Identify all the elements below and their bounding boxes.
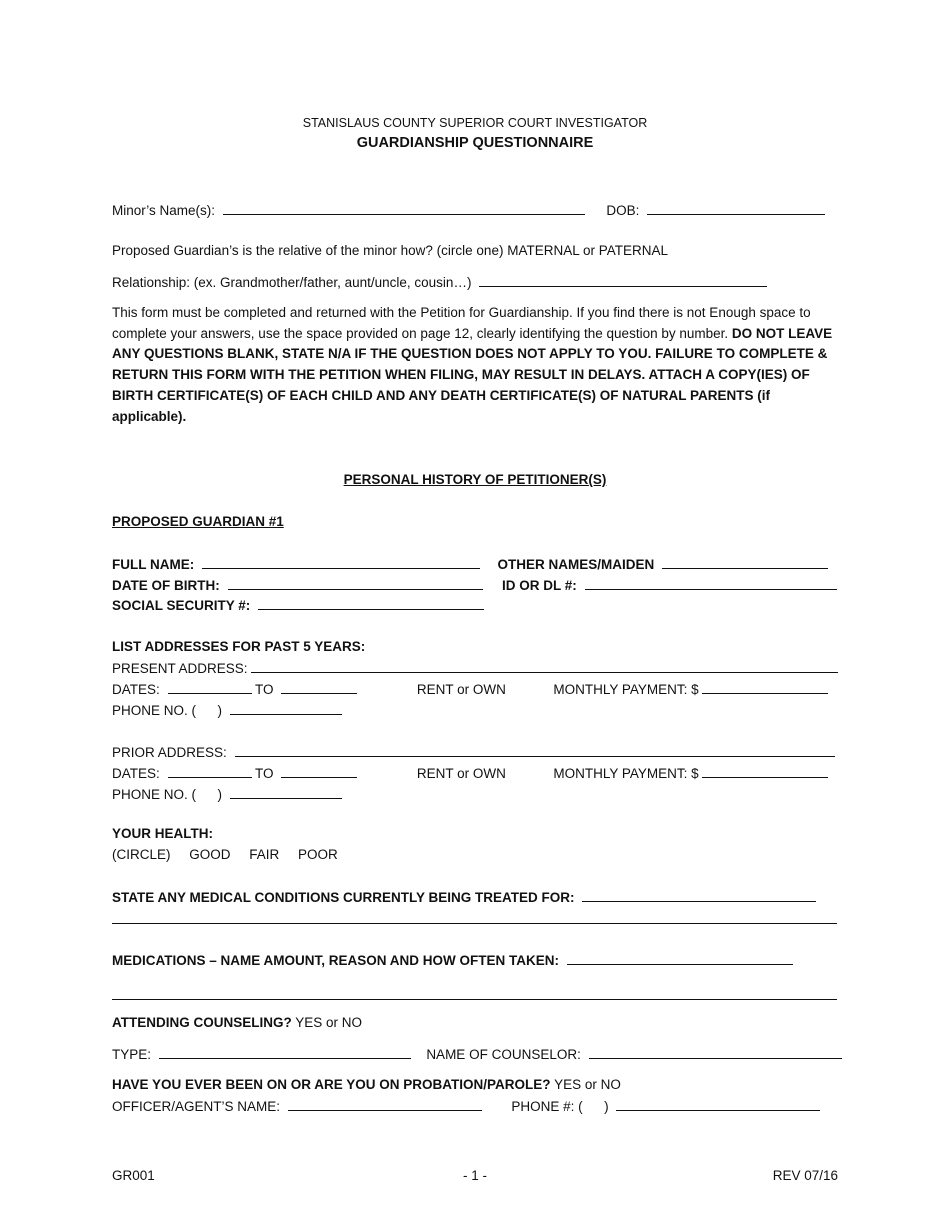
present-to-label: TO	[255, 682, 274, 697]
dob-row	[112, 576, 842, 595]
minor-dob-field[interactable]	[647, 201, 825, 215]
present-address-row	[112, 659, 842, 678]
other-names-label: OTHER NAMES/MAIDEN	[497, 557, 655, 572]
medications-line-2[interactable]	[112, 998, 837, 1000]
instructions	[112, 303, 837, 427]
full-name-row	[112, 555, 842, 574]
guardian-heading: PROPOSED GUARDIAN #1	[112, 514, 284, 529]
present-address-field[interactable]	[251, 659, 838, 673]
prior-monthly-payment-label: MONTHLY PAYMENT: $	[553, 766, 699, 781]
prior-monthly-payment-field[interactable]	[702, 764, 828, 778]
present-dates-label: DATES:	[112, 682, 160, 697]
counseling-options[interactable]: YES or NO	[295, 1015, 363, 1030]
medications-label: MEDICATIONS – NAME AMOUNT, REASON AND HOW OFTEN TAKEN:	[112, 953, 559, 968]
prior-phone-row	[112, 785, 842, 804]
prior-dates-row	[112, 764, 842, 783]
medical-conditions-line-2[interactable]	[112, 922, 837, 924]
type-field[interactable]	[159, 1045, 411, 1059]
counseling-label: ATTENDING COUNSELING?	[112, 1015, 292, 1030]
counselor-row	[112, 1045, 842, 1064]
form-id: GR001	[112, 1168, 155, 1183]
medical-conditions-label: STATE ANY MEDICAL CONDITIONS CURRENTLY BEING TREATED FOR:	[112, 890, 575, 905]
minor-name-field[interactable]	[223, 201, 585, 215]
present-rent-own: RENT or OWN	[416, 682, 506, 697]
instructions-text: This form must be completed and returned with the Petition for Guardianship. If you find there is not Enough space to complete your answers, use the space provided on page 12, clearly identifying the question by number.	[112, 305, 811, 341]
revision: REV 07/16	[772, 1168, 838, 1183]
ssn-field[interactable]	[258, 596, 484, 610]
instructions-warning: DO NOT LEAVE ANY QUESTIONS BLANK, STATE N/A IF THE QUESTION DOES NOT APPLY TO YOU. FAILURE TO COMPLETE & RETURN THIS FORM WITH THE PETITION WHEN FILING, MAY RESULT IN DELAYS. ATTACH A COPY(IES) OF BIRTH CERTIFICATE(S) OF EACH CHILD AND ANY DEATH CERTIFICATE(S) OF NATURAL PARENTS (if applicable).	[112, 325, 833, 424]
prior-to-label: TO	[255, 766, 274, 781]
court-name: STANISLAUS COUNTY SUPERIOR COURT INVESTIGATOR	[302, 116, 648, 130]
page-number: - 1 -	[462, 1168, 487, 1183]
guardian-dob-field[interactable]	[228, 576, 483, 590]
prior-date-to-field[interactable]	[281, 764, 357, 778]
minor-name-row	[112, 201, 842, 220]
officer-phone-close: )	[604, 1099, 609, 1114]
present-monthly-payment-field[interactable]	[702, 680, 828, 694]
medications-field[interactable]	[567, 951, 793, 965]
health-options[interactable]: (CIRCLE) GOOD FAIR POOR	[112, 847, 338, 862]
officer-name-label: OFFICER/AGENT’S NAME:	[112, 1099, 281, 1114]
prior-address-field[interactable]	[235, 743, 835, 757]
relative-question: Proposed Guardian’s is the relative of the minor how? (circle one) MATERNAL or PATERNAL	[112, 243, 668, 258]
relationship-field[interactable]	[479, 273, 767, 287]
addresses-heading: LIST ADDRESSES FOR PAST 5 YEARS:	[112, 639, 366, 654]
present-monthly-payment-label: MONTHLY PAYMENT: $	[553, 682, 699, 697]
prior-phone-label: PHONE NO. (	[112, 787, 197, 802]
present-phone-close: )	[217, 703, 223, 718]
relationship-row	[112, 273, 842, 292]
medical-conditions-row	[112, 888, 842, 907]
ssn-row	[112, 596, 842, 615]
ssn-label: SOCIAL SECURITY #:	[112, 598, 251, 613]
minor-name-label: Minor’s Name(s):	[112, 203, 216, 218]
dob-label: DOB:	[606, 203, 640, 218]
probation-row	[112, 1076, 842, 1094]
present-phone-field[interactable]	[230, 701, 342, 715]
prior-dates-label: DATES:	[112, 766, 160, 781]
present-address-label: PRESENT ADDRESS:	[112, 661, 248, 676]
probation-options[interactable]: YES or NO	[554, 1077, 621, 1092]
medications-row	[112, 951, 842, 970]
officer-phone-label: PHONE #: (	[511, 1099, 583, 1114]
id-dl-label: ID OR DL #:	[502, 578, 577, 593]
officer-name-field[interactable]	[288, 1097, 482, 1111]
officer-phone-field[interactable]	[616, 1097, 820, 1111]
medical-conditions-field[interactable]	[582, 888, 816, 902]
prior-date-from-field[interactable]	[168, 764, 252, 778]
relationship-label: Relationship: (ex. Grandmother/father, aunt/uncle, cousin…)	[112, 275, 472, 290]
probation-label: HAVE YOU EVER BEEN ON OR ARE YOU ON PROBATION/PAROLE?	[112, 1077, 551, 1092]
present-date-from-field[interactable]	[168, 680, 252, 694]
prior-address-row	[112, 743, 842, 762]
type-label: TYPE:	[112, 1047, 152, 1062]
prior-rent-own: RENT or OWN	[416, 766, 506, 781]
present-dates-row	[112, 680, 842, 699]
counseling-row	[112, 1014, 842, 1032]
health-heading: YOUR HEALTH:	[112, 826, 213, 841]
present-date-to-field[interactable]	[281, 680, 357, 694]
prior-phone-close: )	[217, 787, 223, 802]
prior-address-label: PRIOR ADDRESS:	[112, 745, 227, 760]
other-names-field[interactable]	[662, 555, 828, 569]
full-name-label: FULL NAME:	[112, 557, 195, 572]
id-dl-field[interactable]	[585, 576, 837, 590]
officer-row	[112, 1097, 842, 1116]
prior-phone-field[interactable]	[230, 785, 342, 799]
guardian-dob-label: DATE OF BIRTH:	[112, 578, 220, 593]
full-name-field[interactable]	[202, 555, 480, 569]
counselor-label: NAME OF COUNSELOR:	[426, 1047, 581, 1062]
present-phone-label: PHONE NO. (	[112, 703, 197, 718]
section-title: PERSONAL HISTORY OF PETITIONER(S)	[343, 472, 607, 487]
present-phone-row	[112, 701, 842, 720]
counselor-field[interactable]	[589, 1045, 842, 1059]
form-title: GUARDIANSHIP QUESTIONNAIRE	[356, 135, 594, 151]
